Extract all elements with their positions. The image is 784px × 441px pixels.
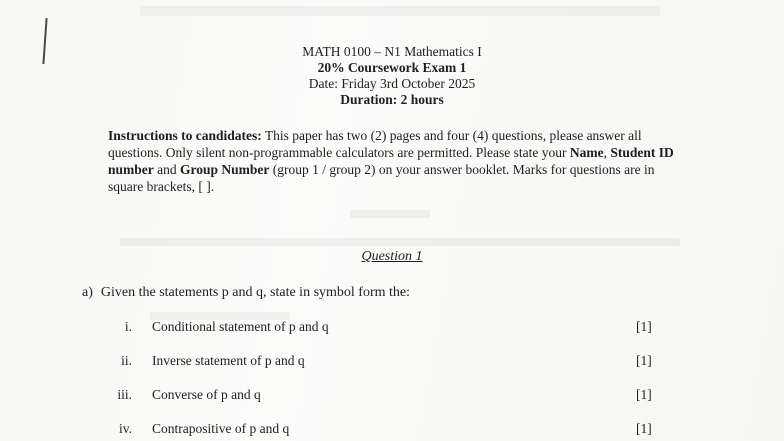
item-text: Converse of p and q — [152, 387, 261, 402]
course-title: MATH 0100 – N1 Mathematics I — [302, 44, 482, 59]
bleed-through-text — [120, 238, 680, 246]
question-title: Question 1 — [361, 249, 423, 264]
exam-duration: Duration: 2 hours — [340, 92, 444, 107]
item-number: iv. — [119, 421, 132, 436]
item-marks: [1] — [636, 353, 652, 368]
bleed-through-text — [140, 6, 660, 16]
item-text: Conditional statement of p and q — [152, 319, 329, 334]
item-text: Inverse statement of p and q — [152, 353, 305, 368]
instructions-label: Instructions to candidates: — [108, 128, 262, 143]
question-prompt — [82, 285, 410, 301]
instructions-block — [108, 127, 693, 195]
instructions-text: This paper has two (2) pages and four (4) questions, please answer all questions. Only silent non-programmable calculators are permitted. Please state your — [108, 128, 642, 160]
prompt-text: Given the statements p and q, state in symbol form the: — [100, 285, 410, 300]
item-number: iii. — [117, 387, 132, 402]
item-marks: [1] — [636, 421, 652, 436]
instructions-group-number: Group Number — [180, 162, 270, 177]
instructions-text: , — [603, 145, 611, 160]
item-number: i. — [124, 319, 132, 334]
item-text: Contrapositive of p and q — [152, 421, 290, 436]
item-number: ii. — [121, 353, 132, 368]
exam-title: 20% Coursework Exam 1 — [317, 60, 467, 75]
instructions-text: (group 1 / group 2) on your answer booklet. Marks for questions are in square brackets, [ ]. — [108, 162, 655, 194]
instructions-student-id: Student ID number — [108, 145, 674, 177]
part-label: a) — [82, 285, 93, 300]
exam-header — [0, 44, 784, 108]
exam-date: Date: Friday 3rd October 2025 — [308, 76, 476, 91]
instructions-text: and — [153, 162, 181, 177]
item-marks: [1] — [636, 387, 652, 402]
item-marks: [1] — [636, 319, 652, 334]
bleed-through-text — [350, 210, 430, 218]
instructions-name: Name — [569, 145, 604, 160]
